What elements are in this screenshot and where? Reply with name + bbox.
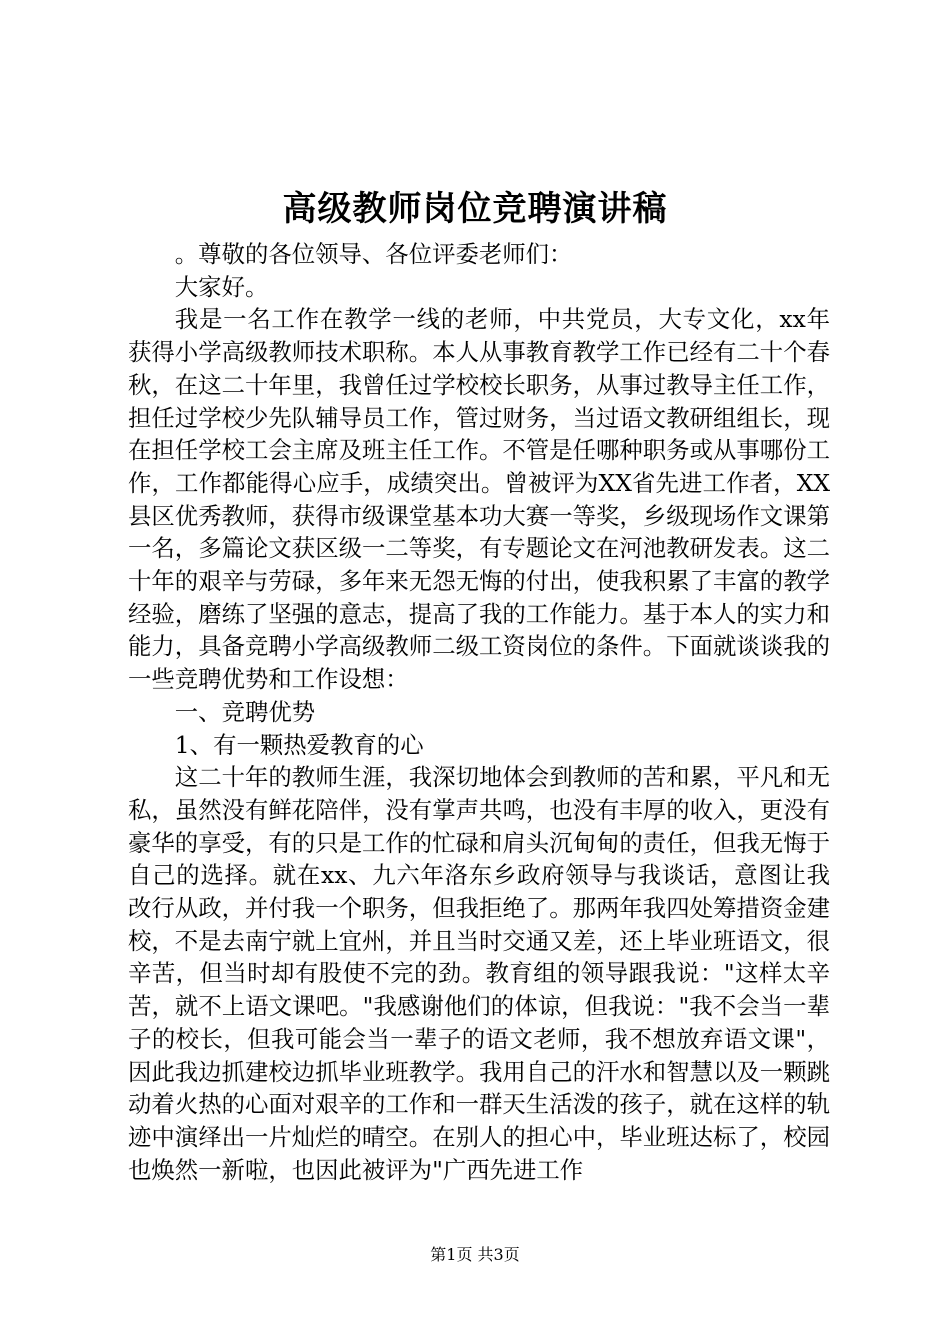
subsection-heading: 1、有一颗热爱教育的心 [174,730,424,759]
document-body [128,238,830,1186]
experience-paragraph: 这二十年的教师生涯，我深切地体会到教师的苦和累，平凡和无私，虽然没有鲜花陪伴，没有掌声共鸣，也没有丰厚的收入，更没有豪华的享受，有的只是工作的忙碌和肩头沉甸甸的责任，但我无悔于自己的选择。就在xx、九六年洛东乡政府领导与我谈话，意图让我改行从政，并付我一个职务，但我拒绝了。那两年我四处筹措资金建校，不是去南宁就上宜州，并且当时交通又差，还上毕业班语文，很辛苦，但当时却有股使不完的劲。教育组的领导跟我说："这样太辛苦，就不上语文课吧。"我感谢他们的体谅，但我说："我不会当一辈子的校长，但我可能会当一辈子的语文老师，我不想放弃语文课"，因此我边抓建校边抓毕业班教学。我用自己的汗水和智慧以及一颗跳动着火热的心面对艰辛的工作和一群天生活泼的孩子，就在这样的轨迹中演绎出一片灿烂的晴空。在别人的担心中，毕业班达标了，校园也焕然一新啦，也因此被评为"广西先进工作 [128,763,830,1184]
salutation-paragraph: 。尊敬的各位领导、各位评委老师们： [174,240,573,268]
section-heading: 一、竞聘优势 [174,697,316,726]
greeting-paragraph: 大家好。 [174,272,269,301]
document-title: 高级教师岗位竞聘演讲稿 [282,189,668,229]
page-number-footer: 第1页 共3页 [430,1245,520,1264]
introduction-paragraph: 我是一名工作在教学一线的老师，中共党员，大专文化，xx年获得小学高级教师技术职称。本人从事教育教学工作已经有二十个春秋，在这二十年里，我曾任过学校校长职务，从事过教导主任工作，担任过学校少先队辅导员工作，管过财务，当过语文教研组组长，现在担任学校工会主席及班主任工作。不管是任哪种职务或从事哪份工作，工作都能得心应手，成绩突出。曾被评为XX省先进工作者，XX县区优秀教师，获得市级课堂基本功大赛一等奖，乡级现场作文课第一名，多篇论文获区级一二等奖，有专题论文在河池教研发表。这二十年的艰辛与劳碌，多年来无怨无悔的付出，使我积累了丰富的教学经验，磨练了坚强的意志，提高了我的工作能力。基于本人的实力和能力，具备竞聘小学高级教师二级工资岗位的条件。下面就谈谈我的一些竞聘优势和工作设想： [128,305,830,694]
